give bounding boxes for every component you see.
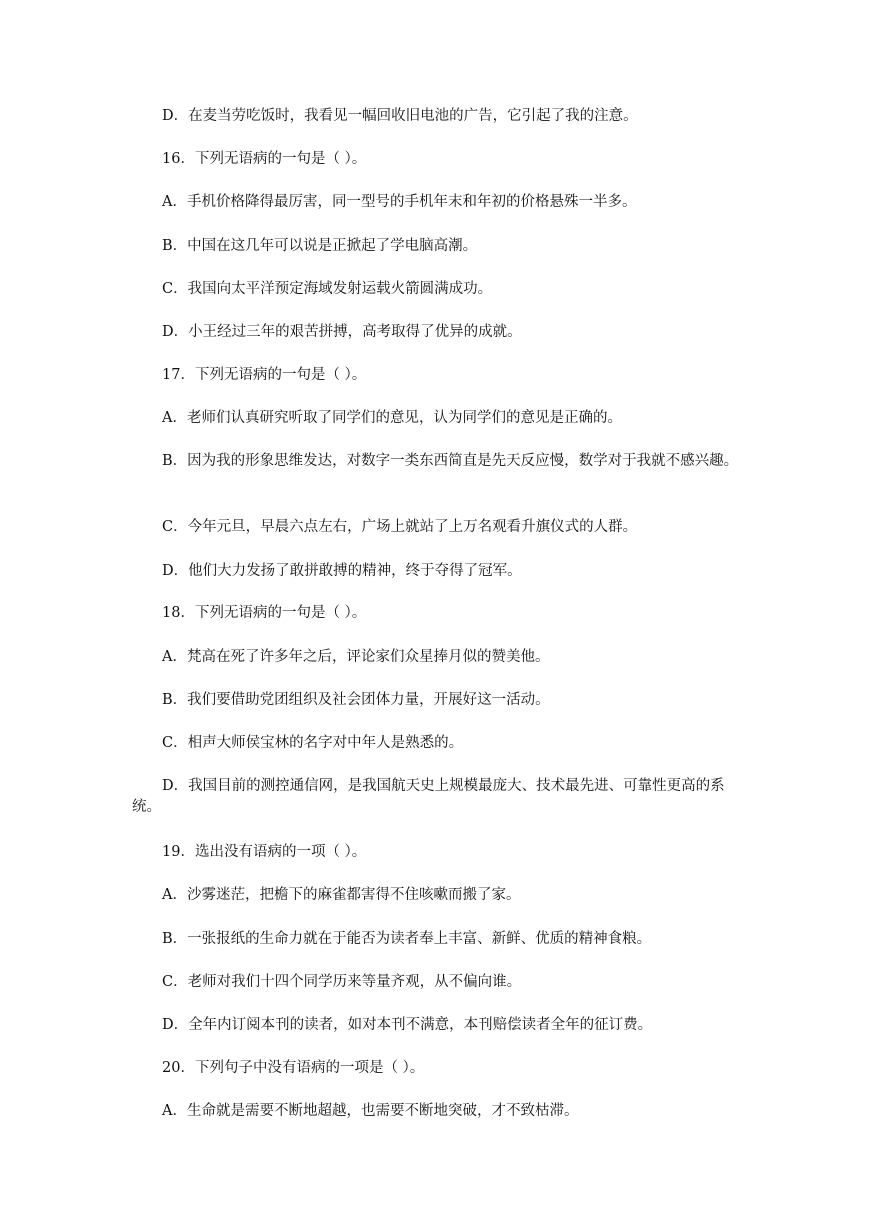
option-18-a: A．梵高在死了许多年之后，评论家们众星捧月似的赞美他。 xyxy=(162,649,550,665)
option-19-d: D．全年内订阅本刊的读者，如对本刊不满意，本刊赔偿读者全年的征订费。 xyxy=(162,1017,653,1033)
option-17-a: A．老师们认真研究听取了同学们的意见，认为同学们的意见是正确的。 xyxy=(162,410,622,426)
option-18-d: D．我国目前的测控通信网，是我国航天史上规模最庞大、技术最先进、可靠性更高的系统。 xyxy=(132,778,725,815)
question-20: 20．下列句子中没有语病的一项是（ ）。 xyxy=(162,1060,425,1076)
option-20-a: A．生命就是需要不断地超越，也需要不断地突破，才不致枯滞。 xyxy=(162,1103,579,1119)
option-16-c: C．我国向太平洋预定海域发射运载火箭圆满成功。 xyxy=(162,281,493,297)
option-15-d: D．在麦当劳吃饭时，我看见一幅回收旧电池的广告，它引起了我的注意。 xyxy=(162,108,638,124)
question-17: 17．下列无语病的一句是（ ）。 xyxy=(162,367,367,383)
option-17-d: D．他们大力发扬了敢拼敢搏的精神，终于夺得了冠军。 xyxy=(162,563,522,579)
question-16: 16．下列无语病的一句是（ ）。 xyxy=(162,151,367,167)
option-16-a: A．手机价格降得最厉害，同一型号的手机年末和年初的价格悬殊一半多。 xyxy=(162,194,637,210)
question-19: 19．选出没有语病的一项（ ）。 xyxy=(162,844,367,860)
option-19-b: B．一张报纸的生命力就在于能否为读者奉上丰富、新鲜、优质的精神食粮。 xyxy=(162,931,652,947)
option-19-c: C．老师对我们十四个同学历来等量齐观，从不偏向谁。 xyxy=(162,974,522,990)
option-17-c: C．今年元旦，早晨六点左右，广场上就站了上万名观看升旗仪式的人群。 xyxy=(162,519,638,535)
option-18-b: B．我们要借助党团组织及社会团体力量，开展好这一活动。 xyxy=(162,692,550,708)
question-18: 18．下列无语病的一句是（ ）。 xyxy=(162,605,367,621)
option-17-b: B．因为我的形象思维发达，对数字一类东西简直是先天反应慢，数学对于我就不感兴趣。 xyxy=(162,453,739,469)
option-19-a: A．沙雾迷茫，把檐下的麻雀都害得不住咳嗽而搬了家。 xyxy=(162,887,521,903)
option-18-c: C．相声大师侯宝林的名字对中年人是熟悉的。 xyxy=(162,735,464,751)
option-16-b: B．中国在这几年可以说是正掀起了学电脑高潮。 xyxy=(162,238,478,254)
option-16-d: D．小王经过三年的艰苦拼搏，高考取得了优异的成就。 xyxy=(162,324,522,340)
